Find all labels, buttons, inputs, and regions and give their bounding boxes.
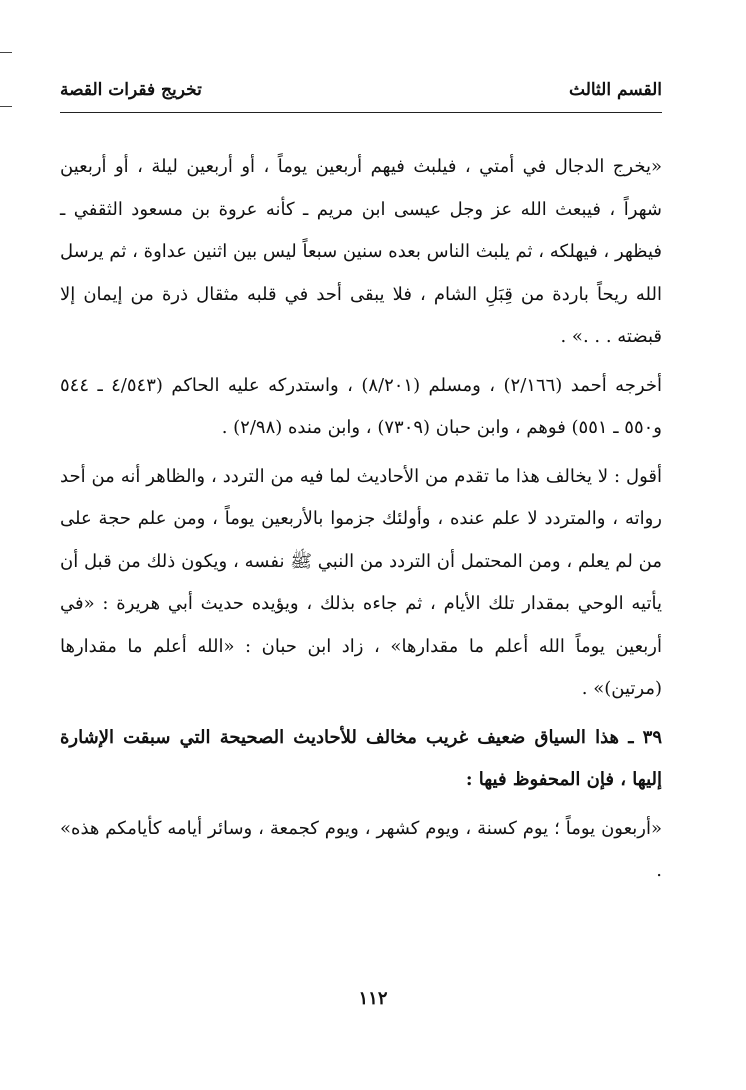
section-title: القسم الثالث: [569, 80, 662, 100]
running-header: [60, 78, 662, 108]
header-divider: [60, 112, 662, 113]
chapter-title: تخريج فقرات القصة: [60, 80, 202, 100]
section-39-paragraph: ٣٩ ـ هذا السياق ضعيف غريب مخالف للأحاديث الصحيحة التي سبقت الإشارة إليها ، فإن المحفوظ فيها :: [60, 726, 662, 790]
forty-days-quote-paragraph: «أربعون يوماً ؛ يوم كسنة ، ويوم كشهر ، ويوم كجمعة ، وسائر أيامه كأيامكم هذه» .: [60, 817, 662, 881]
page-number: ١١٢: [358, 988, 388, 1009]
commentary-paragraph: أقول : لا يخالف هذا ما تقدم من الأحاديث لما فيه من التردد ، والظاهر أنه من أحد رواته ، والمتردد لا علم عنده ، وأولئك جزموا بالأربعين يوماً ، ومن علم حجة على من لم يعلم ، ومن المحتمل أن التردد من النبي ﷺ نفسه ، ويكون ذلك من قبل أن يأتيه الوحي بمقدار تلك الأيام ، ثم جاءه بذلك ، ويؤيده حديث أبي هريرة : «في أربعين يوماً الله أعلم ما مقدارها» ، زاد ابن حبان : «الله أعلم ما مقدارها (مرتين)» .: [60, 465, 662, 699]
hadith-quote-paragraph: «يخرج الدجال في أمتي ، فيلبث فيهم أربعين يوماً ، أو أربعين ليلة ، أو أربعين شهراً ، فيبعث الله عز وجل عيسى ابن مريم ـ كأنه عروة بن مسعود الثقفي ـ فيظهر ، فيهلكه ، ثم يلبث الناس بعده سنين سبعاً ليس بين اثنين عداوة ، ثم يرسل الله ريحاً باردة من قِبَلِ الشام ، فلا يبقى أحد في قلبه مثقال ذرة من إيمان إلا قبضته . . .» .: [60, 156, 662, 347]
margin-tick: [0, 52, 12, 53]
takhrij-paragraph: أخرجه أحمد (٢/١٦٦) ، ومسلم (٨/٢٠١) ، واستدركه عليه الحاكم (٤/٥٤٣ ـ ٥٤٤ و٥٥٠ ـ ٥٥١) فوهم ، وابن حبان (٧٣٠٩) ، وابن منده (٢/٩٨) .: [60, 374, 662, 438]
page-body: [60, 146, 662, 899]
margin-tick: [0, 106, 12, 107]
